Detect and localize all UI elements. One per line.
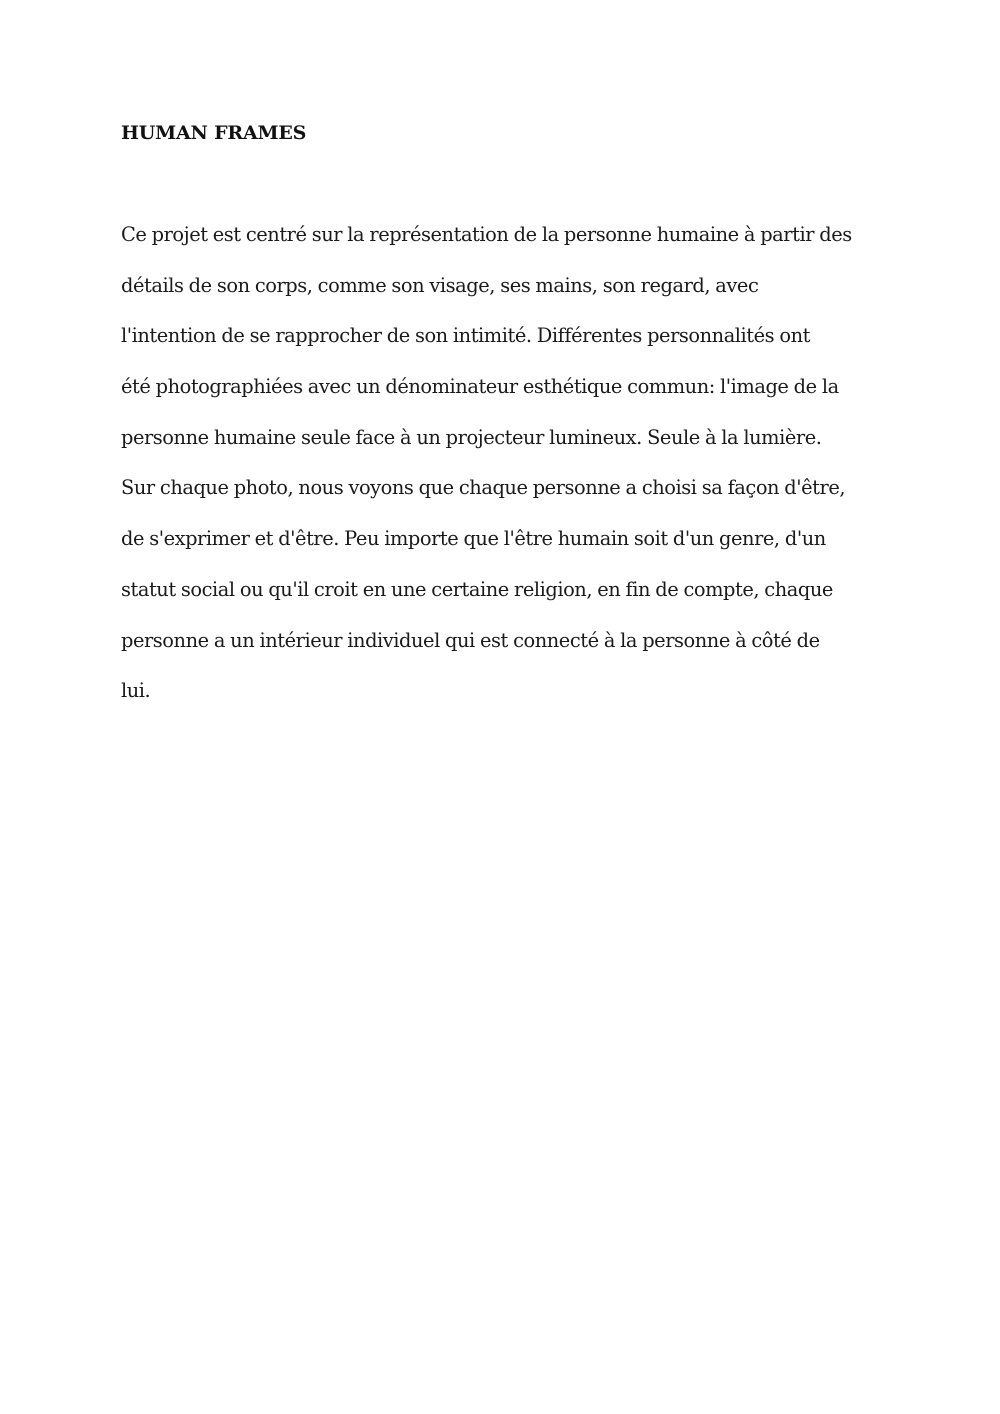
paragraph-line: statut social ou qu'il croit en une certaine religion, en fin de compte, chaque — [121, 577, 833, 601]
paragraph-line: l'intention de se rapprocher de son intimité. Différentes personnalités ont — [121, 324, 810, 348]
document-title: HUMAN FRAMES — [121, 122, 307, 144]
paragraph-line: personne a un intérieur individuel qui est connecté à la personne à côté de — [121, 628, 820, 652]
paragraph-line: été photographiées avec un dénominateur esthétique commun: l'image de la — [121, 375, 839, 399]
paragraph-line: Ce projet est centré sur la représentation de la personne humaine à partir des — [121, 223, 852, 246]
paragraph-line: Sur chaque photo, nous voyons que chaque personne a choisi sa façon d'être, — [121, 476, 846, 500]
paragraph-line: lui. — [121, 679, 151, 703]
body-paragraph — [121, 221, 901, 728]
paragraph-line: détails de son corps, comme son visage, ses mains, son regard, avec — [121, 273, 759, 297]
paragraph-line: personne humaine seule face à un projecteur lumineux. Seule à la lumière. — [121, 425, 822, 449]
paragraph-line: de s'exprimer et d'être. Peu importe que l'être humain soit d'un genre, d'un — [121, 527, 826, 551]
